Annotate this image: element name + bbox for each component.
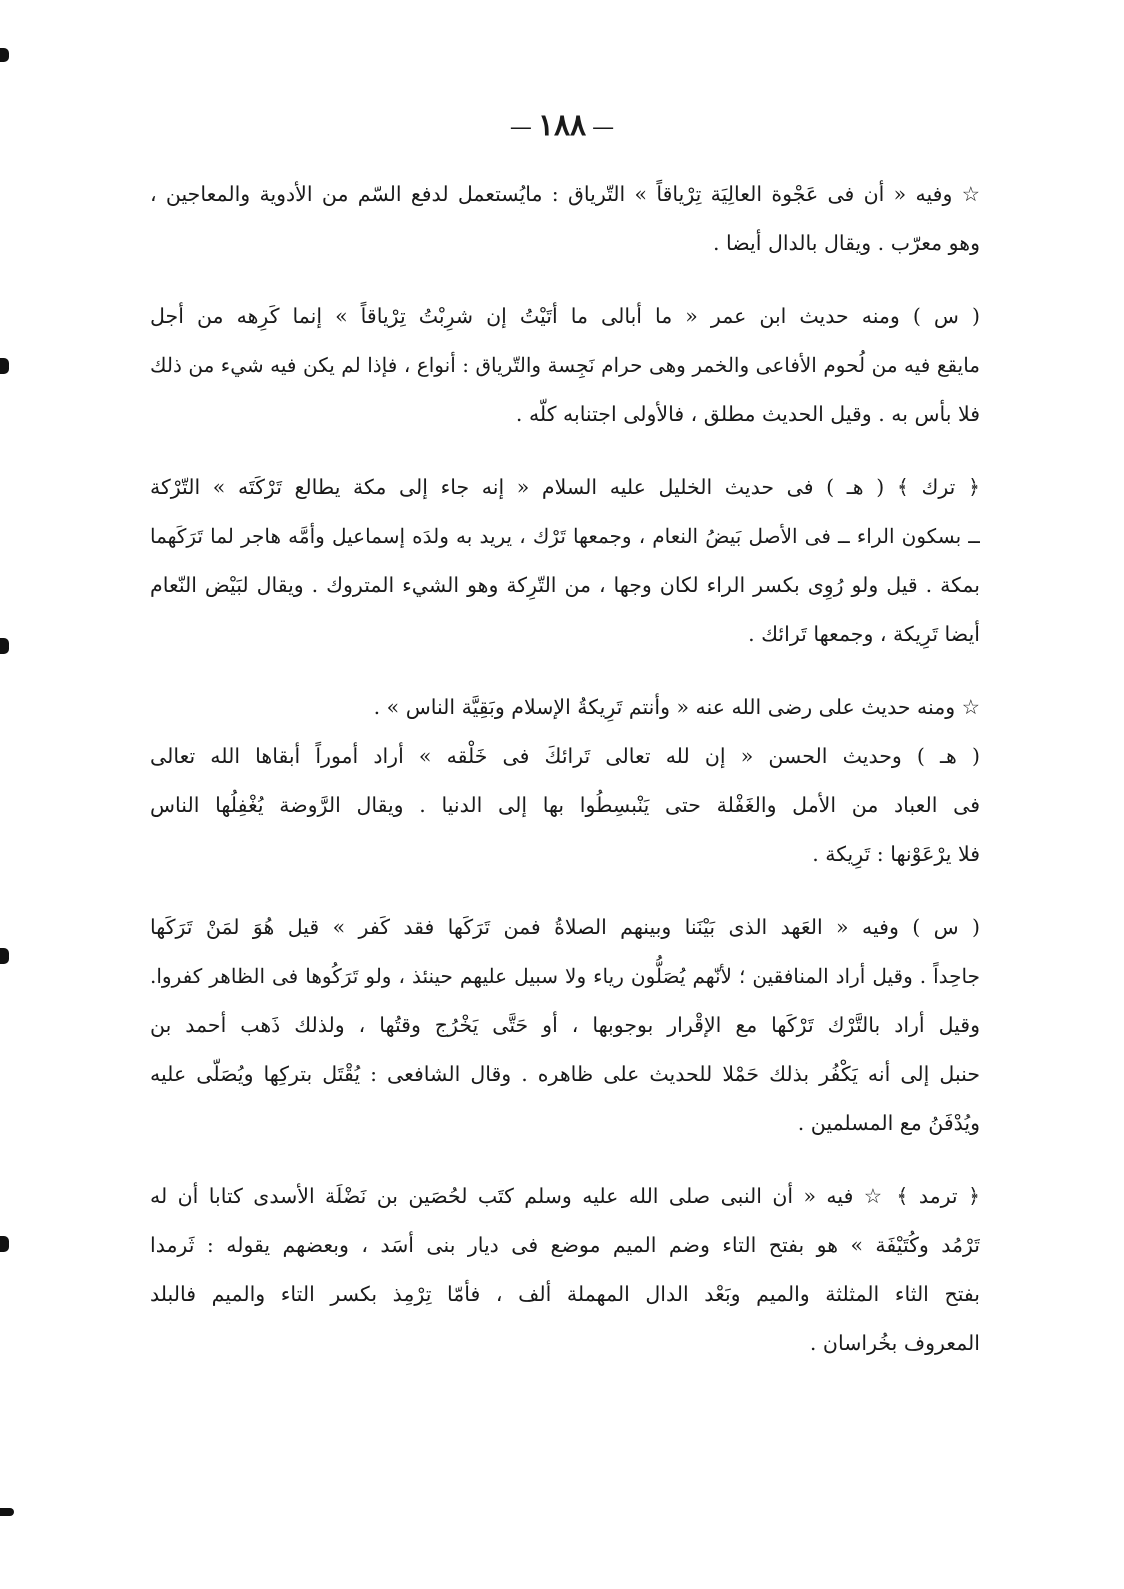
text-line: فلا يرْعَوْنها : تَرِيكة . [812, 842, 980, 866]
scan-edge-mark [0, 48, 9, 62]
page-number-dash: — [509, 114, 532, 140]
text-line: ☆ ومنه حديث على رضى الله عنه « وأنتم تَرِيكةُ الإسلام وبَقِيَّة الناس » . [373, 695, 980, 719]
page-number [0, 108, 1124, 143]
text-line: أيضا تَرِيكة ، وجمعها تَرائك . [748, 622, 980, 646]
paragraph [150, 170, 980, 268]
text-line: مايقع فيه من لُحوم الأفاعى والخمر وهى حرام نَجِسة والتّرياق : أنواع ، فإذا لم يكن فيه شيء من ذلك [150, 353, 980, 377]
paragraph [150, 903, 980, 1148]
scan-edge-mark [0, 1508, 14, 1516]
scan-edge-mark [0, 358, 9, 374]
paragraph [150, 463, 980, 659]
text-line: تَرْمُد وكُتَيْفَة » هو بفتح التاء وضم الميم موضع فى ديار بنى أسَد ، وبعضهم يقوله : ثَرمدا [150, 1233, 980, 1257]
text-line: فلا بأس به . وقيل الحديث مطلق ، فالأولى اجتنابه كلّه . [515, 402, 980, 426]
text-line: جاحِداً . وقيل أراد المنافقين ؛ لأنّهم يُصَلُّون رياء ولا سبيل عليهم حينئذ ، ولو تَرَكُوها فى الظاهر كفروا. [150, 964, 980, 988]
paragraph [150, 732, 980, 879]
text-line: ☆ وفيه « أن فى عَجْوة العالِيَة تِرْياقاً » التّرياق : مايُستعمل لدفع السّم من الأدوية والمعاجين ، [150, 182, 980, 206]
text-line: المعروف بخُراسان . [809, 1331, 980, 1355]
text-line: بمكة . قيل ولو رُوِى بكسر الراء لكان وجها ، من التّرِكة وهو الشيء المتروك . ويقال لبَيْض النّعام [150, 573, 980, 597]
scan-edge-mark [0, 948, 9, 964]
text-line: ( س ) ومنه حديث ابن عمر « ما أبالى ما أتَيْتُ إن شرِبْتُ تِرْياقاً » إنما كَرِهه من أجل [150, 304, 980, 328]
text-line: وهو معرّب . ويقال بالدال أيضا . [712, 231, 980, 255]
text-line: ﴿ ترمد ﴾ ☆ فيه « أن النبى صلى الله عليه وسلم كتَب لحُصَين بن نَضْلَة الأسدى كتابا أن له [150, 1184, 980, 1208]
scan-edge-mark [0, 638, 9, 654]
paragraph [150, 1172, 980, 1368]
text-line: وقيل أراد بالتَّرْك تَرْكَها مع الإقْرار بوجوبها ، أو حَتَّى يَخْرُج وقتُها ، ولذلك ذَهب أحمد بن [150, 1013, 980, 1037]
paragraph [150, 683, 980, 732]
text-line: فى العباد من الأمل والغَفْلة حتى يَنْبسِطُوا بها إلى الدنيا . ويقال الرَّوضة يُغْفِلُها الناس [150, 793, 980, 817]
page-number-value: ١٨٨ [537, 108, 587, 143]
text-line: حنبل إلى أنه يَكْفُر بذلك حَمْلا للحديث على ظاهره . وقال الشافعى : يُقْتَل بتركِها ويُصَلّى عليه [150, 1062, 980, 1086]
text-line: ( هـ ) وحديث الحسن « إن لله تعالى تَرائكَ فى خَلْقه » أراد أموراً أبقاها الله تعالى [150, 744, 980, 768]
text-line: ﴿ ترك ﴾ ( هـ ) فى حديث الخليل عليه السلام « إنه جاء إلى مكة يطالع تَرْكَتَه » التّرْكة [150, 475, 980, 499]
scan-edge-mark [0, 1236, 9, 1252]
text-line: ( س ) وفيه « العَهد الذى بَيْنَنا وبينهم الصلاةُ فمن تَرَكَها فقد كَفر » قيل هُوَ لمَنْ تَرَكَها [150, 915, 980, 939]
text-line: ويُدْفَنُ مع المسلمين . [797, 1111, 980, 1135]
text-line: ــ بسكون الراء ــ فى الأصل بَيضُ النعام ، وجمعها تَرْك ، يريد به ولدَه إسماعيل وأمَّه هاجر لما تَرَكَهما [150, 524, 980, 548]
paragraph [150, 292, 980, 439]
page-number-dash: — [592, 114, 615, 140]
text-body [150, 170, 980, 1368]
text-line: بفتح الثاء المثلثة والميم وبَعْد الدال المهملة ألف ، فأمّا تِرْمِذ بكسر التاء والميم فالبلد [150, 1282, 980, 1306]
